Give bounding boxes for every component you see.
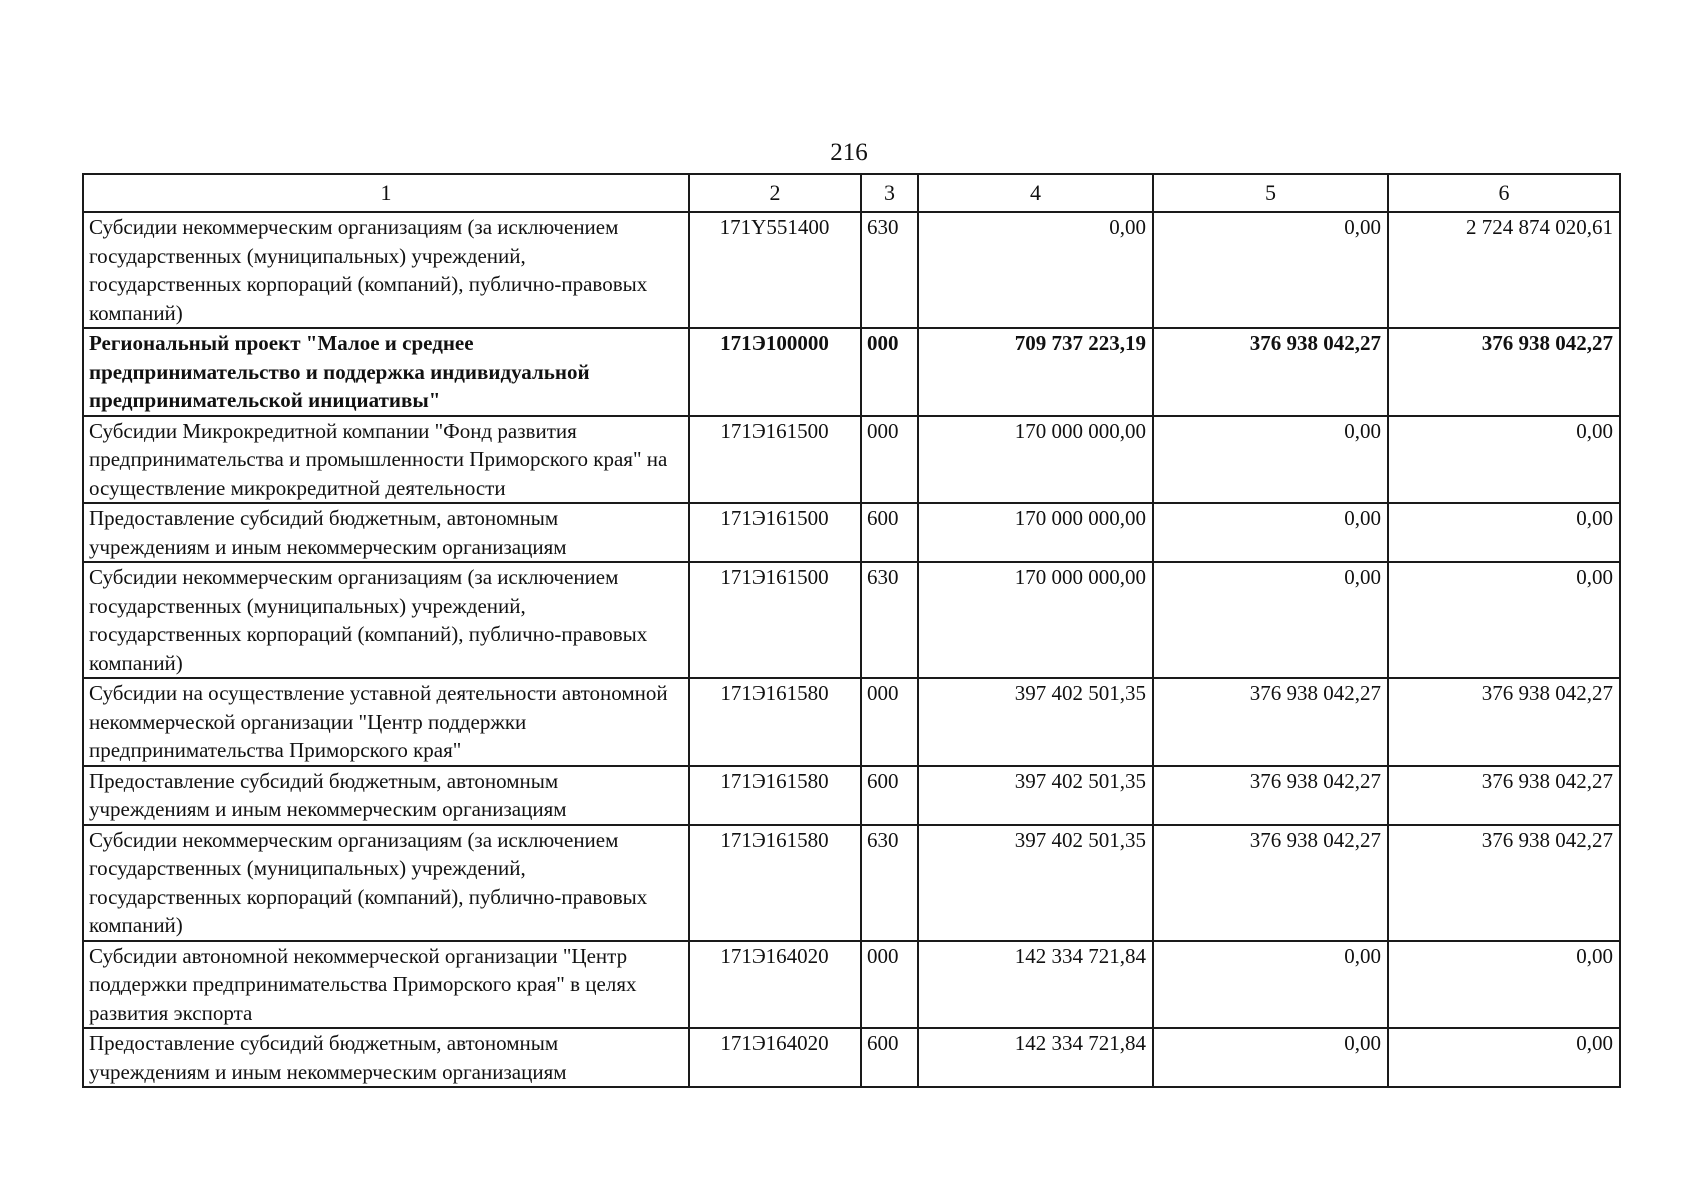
column-header-1: 1 xyxy=(83,174,689,212)
row-expense-type: 600 xyxy=(861,766,918,825)
row-amount-col-6: 0,00 xyxy=(1388,416,1620,504)
row-target-code: 171Э161580 xyxy=(689,825,861,941)
row-amount-col-4: 0,00 xyxy=(918,212,1153,328)
row-amount-col-5: 376 938 042,27 xyxy=(1153,678,1388,766)
row-description: Субсидии некоммерческим организациям (за исключением государственных (муниципальных) учреждений, государственных корпораций (компаний), публично-правовых компаний) xyxy=(83,825,689,941)
row-amount-col-5: 376 938 042,27 xyxy=(1153,328,1388,416)
row-target-code: 171Э164020 xyxy=(689,1028,861,1087)
table-row xyxy=(83,678,1620,766)
row-amount-col-6: 2 724 874 020,61 xyxy=(1388,212,1620,328)
row-description: Предоставление субсидий бюджетным, автономным учреждениям и иным некоммерческим организациям xyxy=(83,503,689,562)
header-row xyxy=(83,174,1620,212)
row-description: Региональный проект "Малое и среднее предпринимательство и поддержка индивидуальной предпринимательской инициативы" xyxy=(83,328,689,416)
row-amount-col-4: 142 334 721,84 xyxy=(918,941,1153,1029)
row-target-code: 171Э100000 xyxy=(689,328,861,416)
row-expense-type: 600 xyxy=(861,503,918,562)
row-description: Субсидии некоммерческим организациям (за исключением государственных (муниципальных) учреждений, государственных корпораций (компаний), публично-правовых компаний) xyxy=(83,212,689,328)
row-amount-col-5: 376 938 042,27 xyxy=(1153,825,1388,941)
row-amount-col-4: 709 737 223,19 xyxy=(918,328,1153,416)
row-amount-col-6: 0,00 xyxy=(1388,562,1620,678)
column-header-6: 6 xyxy=(1388,174,1620,212)
row-description: Субсидии Микрокредитной компании "Фонд развития предпринимательства и промышленности Приморского края" на осуществление микрокредитной деятельности xyxy=(83,416,689,504)
row-amount-col-6: 0,00 xyxy=(1388,503,1620,562)
row-target-code: 171Y551400 xyxy=(689,212,861,328)
row-amount-col-4: 170 000 000,00 xyxy=(918,503,1153,562)
row-amount-col-5: 0,00 xyxy=(1153,212,1388,328)
row-target-code: 171Э164020 xyxy=(689,941,861,1029)
row-amount-col-6: 376 938 042,27 xyxy=(1388,766,1620,825)
row-description: Субсидии на осуществление уставной деятельности автономной некоммерческой организации "Центр поддержки предпринимательства Приморского края" xyxy=(83,678,689,766)
table-row xyxy=(83,328,1620,416)
table-row xyxy=(83,562,1620,678)
row-description: Предоставление субсидий бюджетным, автономным учреждениям и иным некоммерческим организациям xyxy=(83,766,689,825)
row-amount-col-6: 0,00 xyxy=(1388,941,1620,1029)
row-expense-type: 000 xyxy=(861,328,918,416)
row-expense-type: 630 xyxy=(861,562,918,678)
row-amount-col-5: 0,00 xyxy=(1153,503,1388,562)
row-amount-col-4: 397 402 501,35 xyxy=(918,766,1153,825)
row-amount-col-4: 397 402 501,35 xyxy=(918,678,1153,766)
table-row xyxy=(83,503,1620,562)
table-row xyxy=(83,212,1620,328)
table-row xyxy=(83,416,1620,504)
column-header-5: 5 xyxy=(1153,174,1388,212)
row-amount-col-6: 376 938 042,27 xyxy=(1388,328,1620,416)
budget-table xyxy=(82,173,1621,1088)
page-number: 216 xyxy=(830,139,868,166)
row-target-code: 171Э161500 xyxy=(689,503,861,562)
row-amount-col-4: 142 334 721,84 xyxy=(918,1028,1153,1087)
row-target-code: 171Э161500 xyxy=(689,562,861,678)
row-target-code: 171Э161580 xyxy=(689,678,861,766)
row-amount-col-6: 0,00 xyxy=(1388,1028,1620,1087)
row-description: Субсидии автономной некоммерческой организации "Центр поддержки предпринимательства Приморского края" в целях развития экспорта xyxy=(83,941,689,1029)
row-expense-type: 000 xyxy=(861,678,918,766)
row-description: Предоставление субсидий бюджетным, автономным учреждениям и иным некоммерческим организациям xyxy=(83,1028,689,1087)
row-amount-col-5: 0,00 xyxy=(1153,1028,1388,1087)
row-amount-col-5: 0,00 xyxy=(1153,941,1388,1029)
table-row xyxy=(83,766,1620,825)
row-amount-col-5: 376 938 042,27 xyxy=(1153,766,1388,825)
row-expense-type: 630 xyxy=(861,212,918,328)
row-amount-col-6: 376 938 042,27 xyxy=(1388,825,1620,941)
row-amount-col-6: 376 938 042,27 xyxy=(1388,678,1620,766)
row-target-code: 171Э161500 xyxy=(689,416,861,504)
row-amount-col-4: 170 000 000,00 xyxy=(918,562,1153,678)
row-description: Субсидии некоммерческим организациям (за исключением государственных (муниципальных) учреждений, государственных корпораций (компаний), публично-правовых компаний) xyxy=(83,562,689,678)
row-expense-type: 600 xyxy=(861,1028,918,1087)
row-amount-col-4: 397 402 501,35 xyxy=(918,825,1153,941)
row-target-code: 171Э161580 xyxy=(689,766,861,825)
column-header-4: 4 xyxy=(918,174,1153,212)
row-amount-col-5: 0,00 xyxy=(1153,562,1388,678)
row-amount-col-4: 170 000 000,00 xyxy=(918,416,1153,504)
row-expense-type: 000 xyxy=(861,416,918,504)
table-row xyxy=(83,825,1620,941)
table-row xyxy=(83,941,1620,1029)
table-body xyxy=(83,212,1620,1087)
row-expense-type: 630 xyxy=(861,825,918,941)
column-header-2: 2 xyxy=(689,174,861,212)
row-expense-type: 000 xyxy=(861,941,918,1029)
column-header-3: 3 xyxy=(861,174,918,212)
table-row xyxy=(83,1028,1620,1087)
row-amount-col-5: 0,00 xyxy=(1153,416,1388,504)
